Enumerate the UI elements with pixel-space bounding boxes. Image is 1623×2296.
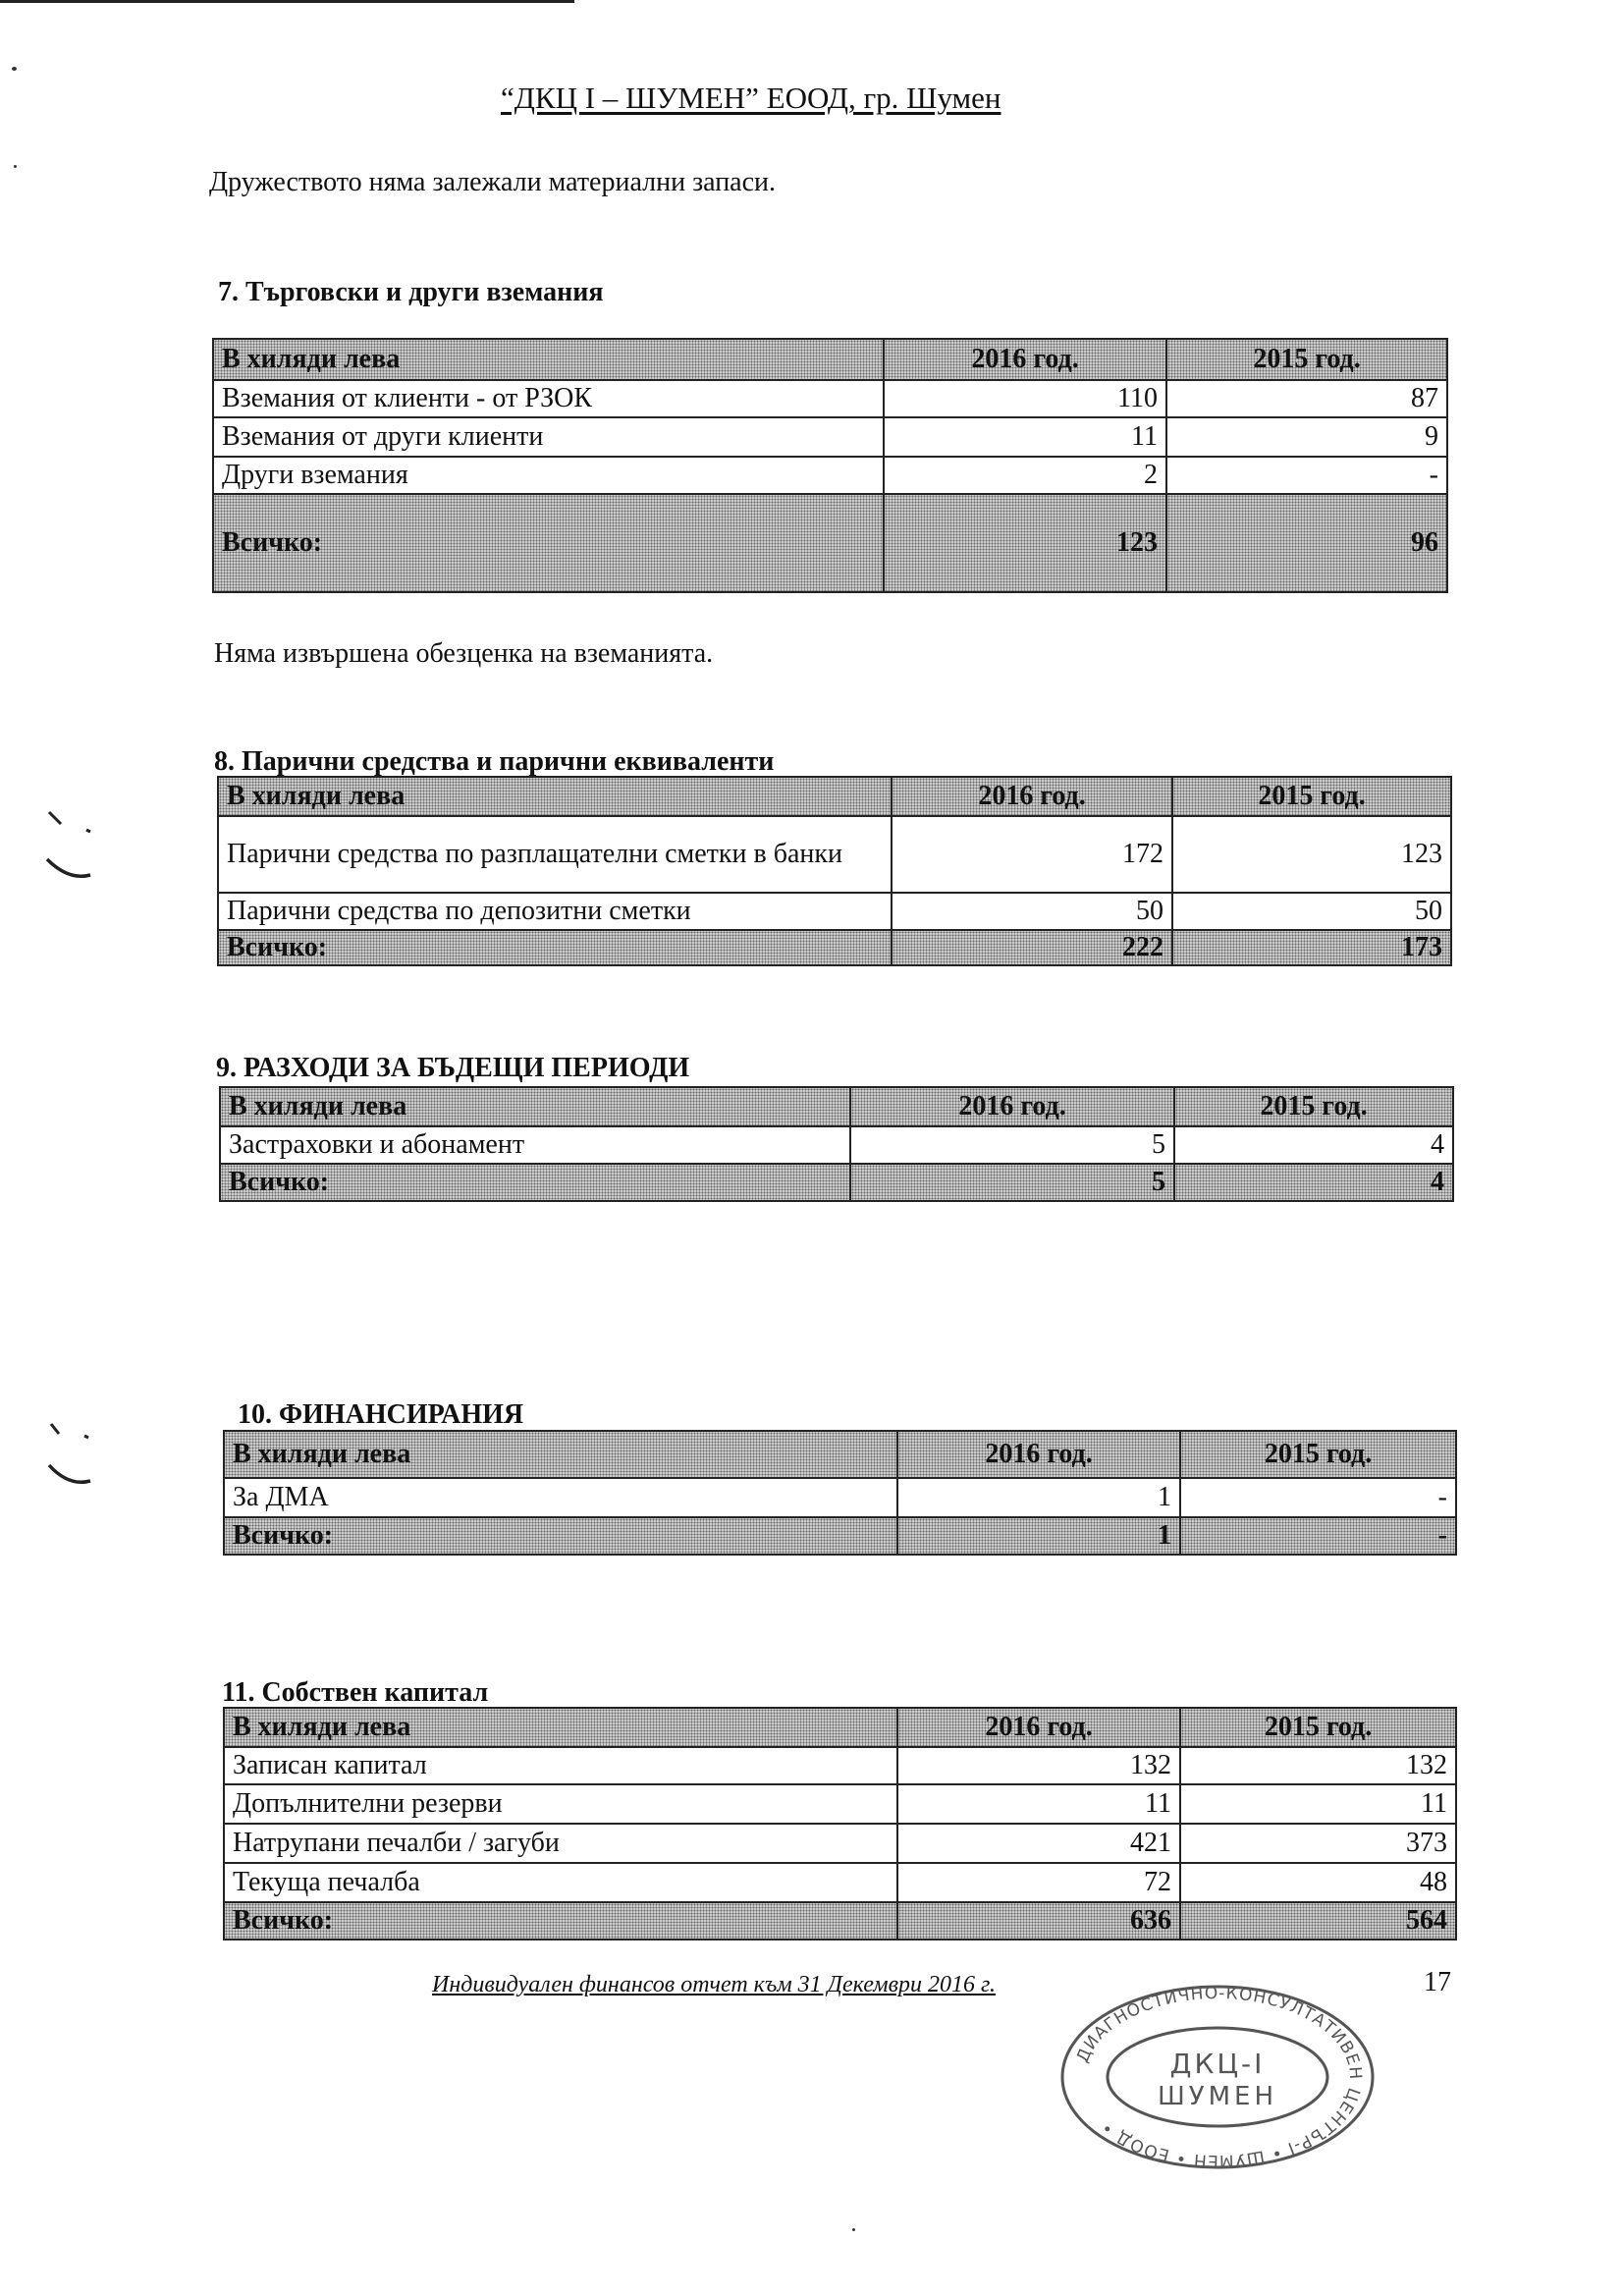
row-label: Текуща печалба xyxy=(224,1863,897,1902)
total-2016: 1 xyxy=(897,1517,1180,1555)
table-header-row xyxy=(224,1431,1456,1478)
table-header-row xyxy=(218,777,1451,816)
cash-table xyxy=(217,776,1452,966)
value-2016: 1 xyxy=(897,1478,1180,1517)
scan-speck xyxy=(852,2228,855,2231)
header-cell-2015: 2015 год. xyxy=(1180,1708,1456,1747)
value-2016: 11 xyxy=(884,417,1166,457)
header-cell-2015: 2015 год. xyxy=(1174,1087,1453,1126)
scan-speck xyxy=(14,165,17,168)
table-row xyxy=(213,417,1447,457)
value-2016: 110 xyxy=(884,380,1166,417)
table-row xyxy=(224,1784,1456,1824)
value-2015: 50 xyxy=(1172,893,1451,930)
table-total-row xyxy=(213,494,1447,592)
row-label: Вземания от клиенти - от РЗОК xyxy=(213,380,884,417)
row-label: Парични средства по депозитни сметки xyxy=(218,893,892,930)
table-total-row xyxy=(224,1517,1456,1555)
svg-text:ШУМЕН: ШУМЕН xyxy=(1157,2082,1278,2111)
total-2016: 222 xyxy=(892,930,1172,965)
header-cell-unit: В хиляди лева xyxy=(213,339,884,380)
value-2016: 11 xyxy=(897,1784,1180,1824)
section-title-financing: 10. ФИНАНСИРАНИЯ xyxy=(238,1399,524,1430)
value-2016: 5 xyxy=(850,1126,1174,1164)
table-row xyxy=(218,816,1451,893)
table-total-row xyxy=(220,1164,1453,1201)
value-2015: 132 xyxy=(1180,1747,1456,1784)
table-row xyxy=(224,1747,1456,1784)
inventory-note: Дружеството няма залежали материални запаси. xyxy=(209,167,777,197)
binder-hole-mark xyxy=(39,1414,98,1503)
svg-text:ДКЦ-I: ДКЦ-I xyxy=(1169,2048,1266,2080)
total-label: Всичко: xyxy=(218,930,892,965)
table-row xyxy=(220,1126,1453,1164)
section-title-receivables: 7. Търговски и други вземания xyxy=(218,277,604,307)
value-2015: - xyxy=(1166,457,1447,494)
table-header-row xyxy=(224,1708,1456,1747)
header-cell-unit: В хиляди лева xyxy=(218,777,892,816)
header-cell-2016: 2016 год. xyxy=(892,777,1172,816)
scan-speck xyxy=(12,67,17,71)
total-label: Всичко: xyxy=(224,1517,897,1555)
value-2015: 4 xyxy=(1174,1126,1453,1164)
total-2015: 173 xyxy=(1172,930,1451,965)
total-2015: 564 xyxy=(1180,1902,1456,1940)
value-2015: 373 xyxy=(1180,1824,1456,1863)
total-2016: 123 xyxy=(884,494,1166,592)
scan-edge-line xyxy=(0,0,574,3)
total-2015: 4 xyxy=(1174,1164,1453,1201)
table-row xyxy=(224,1863,1456,1902)
header-cell-2015: 2015 год. xyxy=(1172,777,1451,816)
header-cell-2015: 2015 год. xyxy=(1166,339,1447,380)
value-2015: 9 xyxy=(1166,417,1447,457)
section-title-equity: 11. Собствен капитал xyxy=(222,1677,489,1708)
total-label: Всичко: xyxy=(220,1164,850,1201)
financing-table xyxy=(223,1430,1457,1556)
value-2016: 72 xyxy=(897,1863,1180,1902)
total-2016: 636 xyxy=(897,1902,1180,1940)
impairment-note: Няма извършена обезценка на вземанията. xyxy=(214,638,714,669)
value-2015: 48 xyxy=(1180,1863,1456,1902)
table-header-row xyxy=(213,339,1447,380)
value-2015: 87 xyxy=(1166,380,1447,417)
table-row xyxy=(218,893,1451,930)
table-row xyxy=(213,457,1447,494)
row-label: Допълнителни резерви xyxy=(224,1784,897,1824)
svg-text:ДИАГНОСТИЧНО-КОНСУЛТАТИВЕН ЦЕН: ДИАГНОСТИЧНО-КОНСУЛТАТИВЕН ЦЕНТЪР-I • ШУМЕН • ЕООД • xyxy=(1072,1983,1366,2171)
value-2015: 123 xyxy=(1172,816,1451,893)
table-row xyxy=(224,1824,1456,1863)
prepaid-table xyxy=(219,1086,1454,1202)
value-2016: 50 xyxy=(892,893,1172,930)
header-cell-2016: 2016 год. xyxy=(884,339,1166,380)
header-cell-2016: 2016 год. xyxy=(897,1708,1180,1747)
value-2016: 2 xyxy=(884,457,1166,494)
table-header-row xyxy=(220,1087,1453,1126)
table-total-row xyxy=(224,1902,1456,1940)
report-footer: Индивидуален финансов отчет към 31 Декември 2016 г. xyxy=(432,1972,997,1997)
value-2016: 172 xyxy=(892,816,1172,893)
total-2016: 5 xyxy=(850,1164,1174,1201)
page-number: 17 xyxy=(1424,1967,1451,1997)
total-label: Всичко: xyxy=(213,494,884,592)
total-2015: - xyxy=(1180,1517,1456,1555)
row-label: Парични средства по разплащателни сметки в банки xyxy=(218,816,892,893)
value-2015: - xyxy=(1180,1478,1456,1517)
value-2016: 421 xyxy=(897,1824,1180,1863)
table-total-row xyxy=(218,930,1451,965)
binder-hole-mark xyxy=(39,800,98,889)
header-cell-2016: 2016 год. xyxy=(850,1087,1174,1126)
value-2016: 132 xyxy=(897,1747,1180,1784)
section-title-prepaid: 9. РАЗХОДИ ЗА БЪДЕЩИ ПЕРИОДИ xyxy=(216,1053,690,1083)
total-2015: 96 xyxy=(1166,494,1447,592)
row-label: Други вземания xyxy=(213,457,884,494)
section-title-cash: 8. Парични средства и парични еквиваленти xyxy=(214,746,775,777)
document-header: “ДКЦ I – ШУМЕН” ЕООД, гр. Шумен xyxy=(501,81,1001,115)
row-label: Вземания от други клиенти xyxy=(213,417,884,457)
row-label: Натрупани печалби / загуби xyxy=(224,1824,897,1863)
row-label: Застраховки и абонамент xyxy=(220,1126,850,1164)
header-cell-2016: 2016 год. xyxy=(897,1431,1180,1478)
table-row xyxy=(213,380,1447,417)
table-row xyxy=(224,1478,1456,1517)
header-cell-unit: В хиляди лева xyxy=(220,1087,850,1126)
header-cell-unit: В хиляди лева xyxy=(224,1431,897,1478)
row-label: За ДМА xyxy=(224,1478,897,1517)
receivables-table xyxy=(212,338,1448,593)
header-cell-unit: В хиляди лева xyxy=(224,1708,897,1747)
row-label: Записан капитал xyxy=(224,1747,897,1784)
equity-table xyxy=(223,1707,1457,1941)
total-label: Всичко: xyxy=(224,1902,897,1940)
company-seal-stamp xyxy=(1055,1979,1380,2175)
header-cell-2015: 2015 год. xyxy=(1180,1431,1456,1478)
value-2015: 11 xyxy=(1180,1784,1456,1824)
